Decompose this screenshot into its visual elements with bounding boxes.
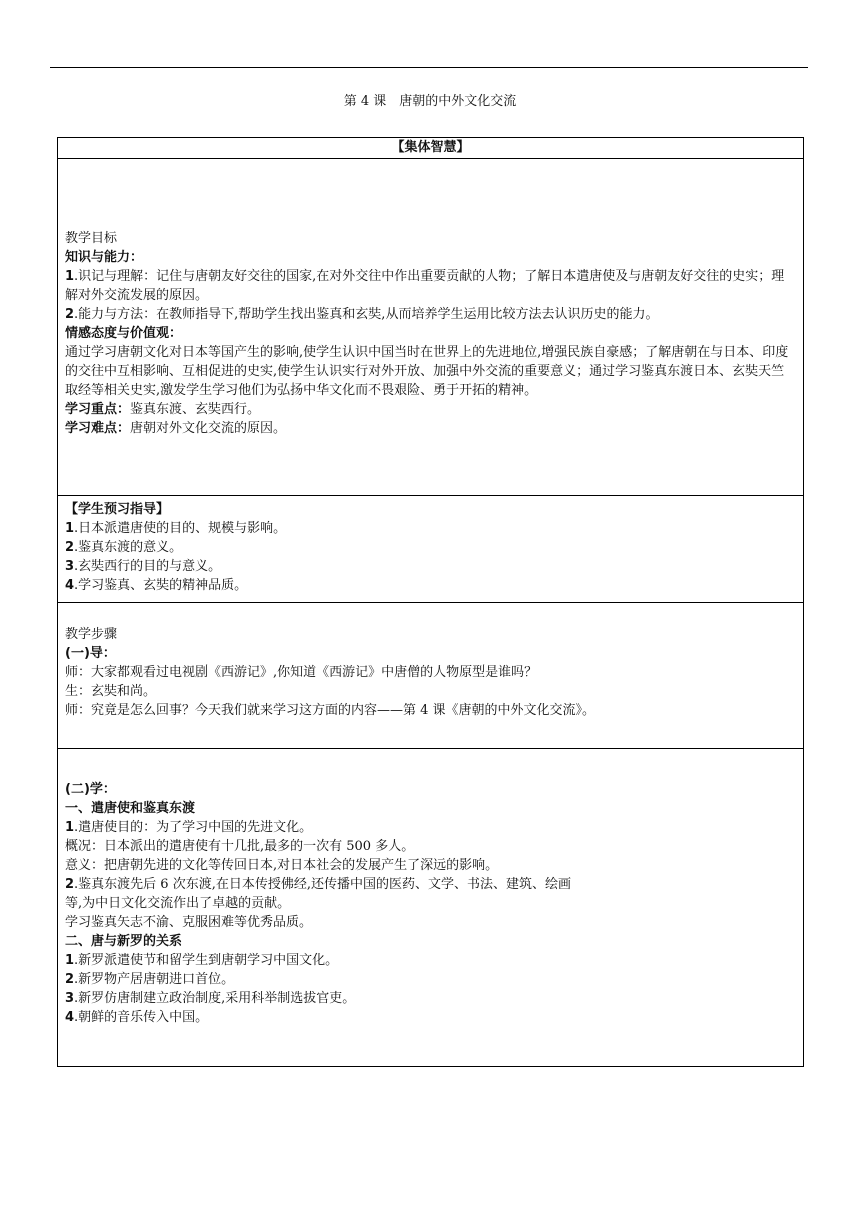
dialogue-line-3: 师：究竟是怎么回事？今天我们就来学习这方面的内容——第 4 课《唐朝的中外文化交流》。 (65, 703, 596, 718)
section-2-title: 二、唐与新罗的关系 (65, 934, 183, 949)
goals-heading: 教学目标 (65, 231, 118, 246)
dialogue-line-1: 师：大家都观看过电视剧《西游记》,你知道《西游记》中唐僧的人物原型是谁吗？ (65, 665, 538, 680)
item-text: .朝鲜的音乐传入中国。 (74, 1010, 209, 1025)
jianzhen-item (65, 875, 796, 894)
item-number: 3 (65, 559, 75, 574)
learning-cell (58, 748, 803, 1066)
header-rule (50, 67, 808, 68)
item-text: .学习鉴真、玄奘的精神品质。 (74, 578, 248, 593)
item-text: .鉴真东渡的意义。 (74, 540, 183, 555)
item-number: 4 (65, 578, 75, 593)
jianzhen-item-cont: 等,为中日文化交流作出了卓越的贡献。 (65, 896, 291, 911)
key-point-text: 鉴真东渡、玄奘西行。 (130, 402, 261, 417)
difficulty (65, 419, 796, 438)
emotion-text: 通过学习唐朝文化对日本等国产生的影响,使学生认识中国当时在世界上的先进地位,增强民族自豪感；了解唐朝在与日本、印度的交往中互相影响、互相促进的史实,使学生认识实行对外开放、加强中外交流的重要意义；通过学习鉴真东渡日本、玄奘天竺取经等相关史实,激发学生学习他们为弘扬中华文化而不畏艰险、勇于开拓的精神。 (65, 345, 789, 398)
item-text: .遣唐使目的：为了学习中国的先进文化。 (74, 820, 313, 835)
item-number: 2 (65, 307, 75, 322)
section-1-title: 一、遣唐使和鉴真东渡 (65, 801, 196, 816)
item-number: 1 (65, 820, 75, 835)
silla-item-1 (65, 951, 796, 970)
item-number: 3 (65, 991, 75, 1006)
item-text: .新罗派遣使节和留学生到唐朝学习中国文化。 (74, 953, 339, 968)
item-number: 2 (65, 972, 75, 987)
silla-item-2 (65, 970, 796, 989)
silla-item-3 (65, 989, 796, 1008)
teaching-steps-cell (58, 602, 803, 748)
key-point-label: 学习重点： (65, 402, 131, 417)
emotion-title: 情感态度与价值观： (65, 326, 183, 341)
item-text: .新罗物产居唐朝进口首位。 (74, 972, 235, 987)
preview-item-2 (65, 538, 796, 557)
goal-item-1 (65, 267, 796, 305)
teaching-goals-cell (58, 158, 803, 495)
difficulty-label: 学习难点： (65, 421, 131, 436)
item-text: .识记与理解：记住与唐朝友好交往的国家,在对外交往中作出重要贡献的人物；了解日本遣唐使及与唐朝友好交往的史实；理解对外交流发展的原因。 (65, 269, 785, 303)
envoy-purpose (65, 818, 796, 837)
silla-item-4 (65, 1008, 796, 1027)
preview-item-3 (65, 557, 796, 576)
lesson-table (57, 137, 804, 1067)
goal-item-2 (65, 305, 796, 324)
knowledge-title: 知识与能力： (65, 250, 144, 265)
preview-title: 【学生预习指导】 (65, 502, 170, 517)
collective-wisdom-header: 【集体智慧】 (391, 140, 470, 155)
lesson-title: 第 4 课 唐朝的中外文化交流 (343, 94, 517, 109)
intro-title: (一)导： (65, 646, 116, 661)
item-number: 1 (65, 269, 75, 284)
envoy-overview: 概况：日本派出的遣唐使有十几批,最多的一次有 500 多人。 (65, 839, 415, 854)
steps-heading: 教学步骤 (65, 627, 118, 642)
jianzhen-spirit: 学习鉴真矢志不渝、克服困难等优秀品质。 (65, 915, 313, 930)
envoy-meaning: 意义：把唐朝先进的文化等传回日本,对日本社会的发展产生了深远的影响。 (65, 858, 499, 873)
difficulty-text: 唐朝对外文化交流的原因。 (130, 421, 287, 436)
key-point (65, 400, 796, 419)
preview-item-4 (65, 576, 796, 595)
item-number: 2 (65, 877, 75, 892)
item-text: .鉴真东渡先后 6 次东渡,在日本传授佛经,还传播中国的医药、文学、书法、建筑、绘画 (74, 877, 571, 892)
item-number: 1 (65, 953, 75, 968)
learn-title: (二)学： (65, 782, 116, 797)
item-text: .玄奘西行的目的与意义。 (74, 559, 222, 574)
item-number: 2 (65, 540, 75, 555)
dialogue-line-2: 生：玄奘和尚。 (65, 684, 157, 699)
preview-guide-cell (58, 495, 803, 602)
item-number: 1 (65, 521, 75, 536)
item-number: 4 (65, 1010, 75, 1025)
item-text: .新罗仿唐制建立政治制度,采用科举制选拔官吏。 (74, 991, 356, 1006)
preview-item-1 (65, 519, 796, 538)
item-text: .日本派遣唐使的目的、规模与影响。 (74, 521, 287, 536)
item-text: .能力与方法：在教师指导下,帮助学生找出鉴真和玄奘,从而培养学生运用比较方法去认识历史的能力。 (74, 307, 659, 322)
